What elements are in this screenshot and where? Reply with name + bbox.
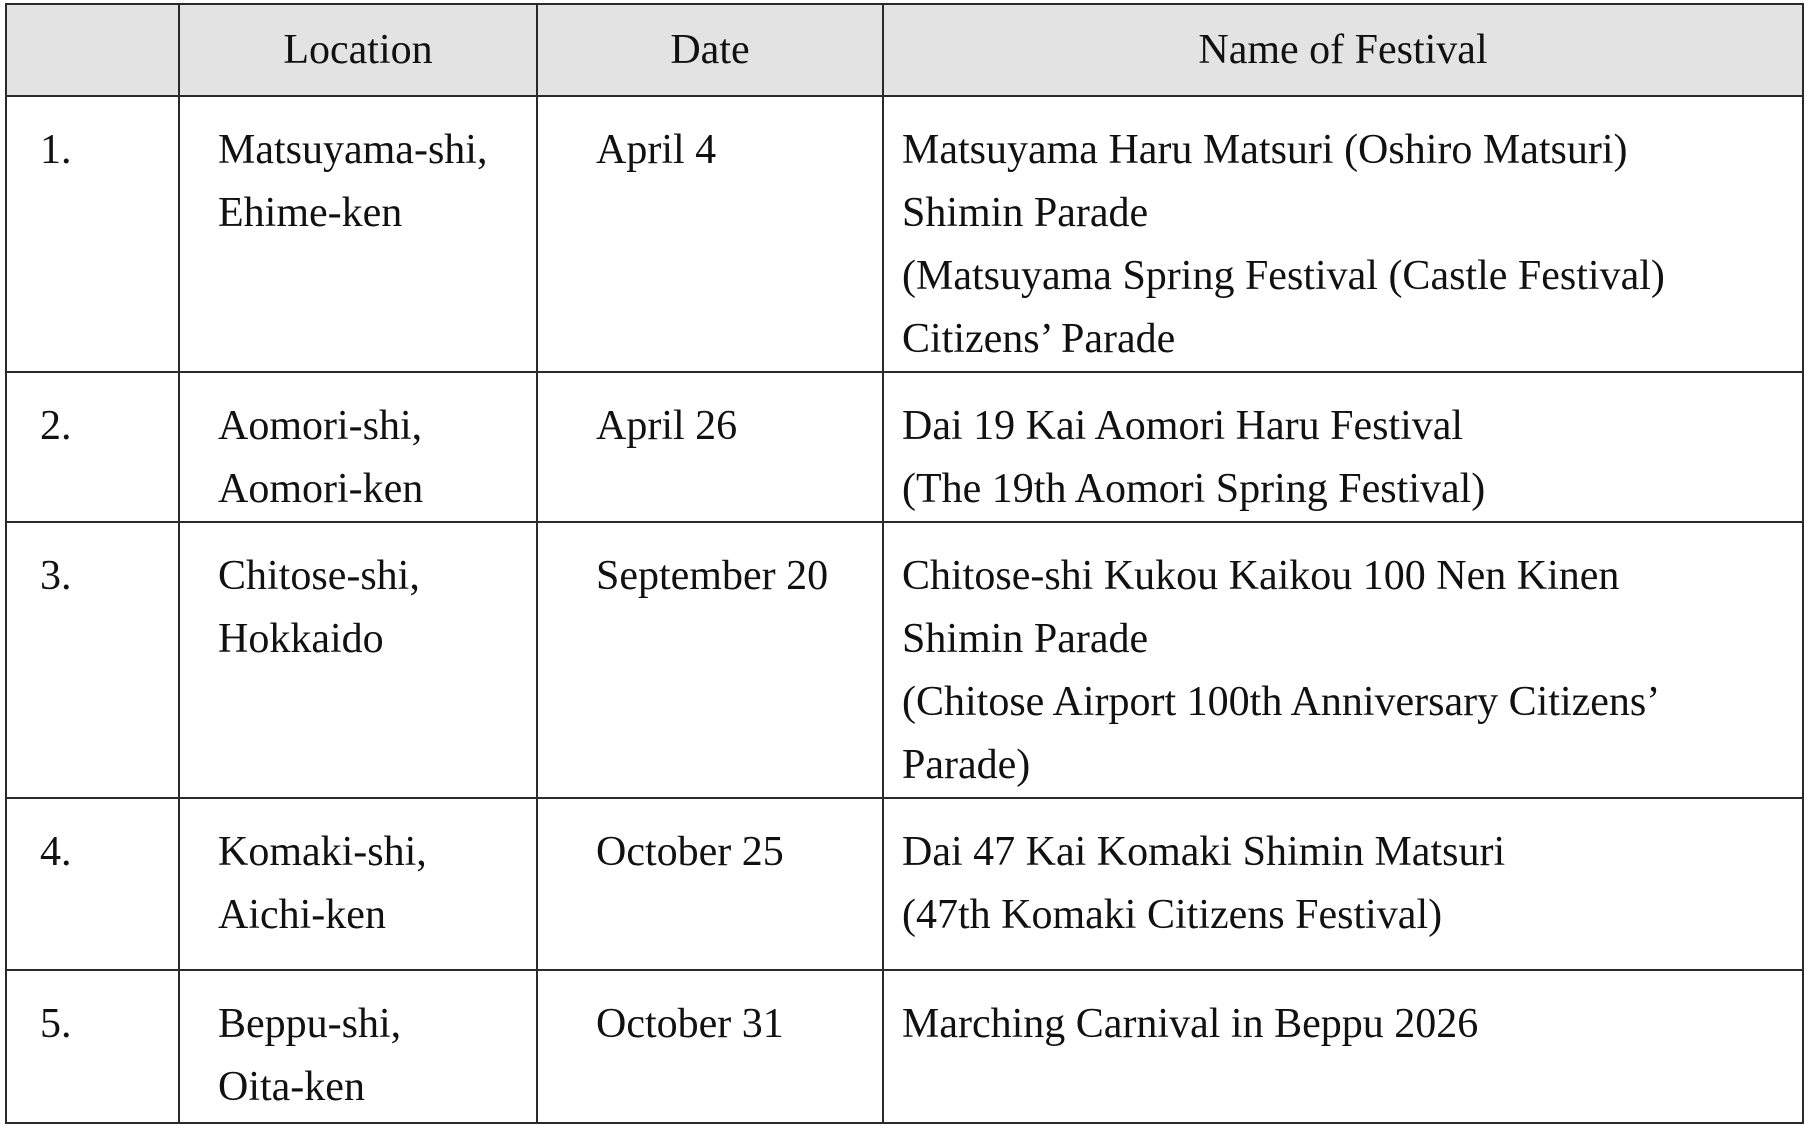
festival-name-text: Marching Carnival in Beppu 2026 (902, 1001, 1479, 1047)
location-text: Chitose-shi, Hokkaido (218, 553, 420, 662)
row-number-cell (6, 372, 179, 522)
festival-name-text: Chitose-shi Kukou Kaikou 100 Nen Kinen Shimin Parade (Chitose Airport 100th Anniversary Citizens’ Parade) (902, 553, 1661, 788)
date-text: October 31 (596, 1001, 784, 1047)
table-row (6, 798, 1803, 970)
row-number-cell (6, 96, 179, 372)
row-number-cell (6, 798, 179, 970)
date-text: April 26 (596, 403, 738, 449)
header-date: Date (537, 4, 883, 96)
location-text: Komaki-shi, Aichi-ken (218, 829, 427, 938)
date-text: September 20 (596, 553, 829, 599)
row-number: 1. (40, 127, 72, 173)
row-number-cell (6, 970, 179, 1123)
date-cell (537, 522, 883, 798)
festival-name-text: Matsuyama Haru Matsuri (Oshiro Matsuri) Shimin Parade (Matsuyama Spring Festival (Castle Festival) Citizens’ Parade (902, 127, 1665, 362)
row-number: 4. (40, 829, 72, 875)
festival-name-text: Dai 47 Kai Komaki Shimin Matsuri (47th Komaki Citizens Festival) (902, 829, 1506, 938)
row-number: 2. (40, 403, 72, 449)
date-cell (537, 970, 883, 1123)
festival-name-cell (883, 372, 1803, 522)
location-text: Aomori-shi, Aomori-ken (218, 403, 424, 512)
location-cell (179, 522, 537, 798)
table-header-row (6, 4, 1803, 96)
festival-name-cell (883, 96, 1803, 372)
table-row (6, 970, 1803, 1123)
table-row (6, 96, 1803, 372)
table-row (6, 522, 1803, 798)
date-text: October 25 (596, 829, 784, 875)
date-cell (537, 798, 883, 970)
festival-name-text: Dai 19 Kai Aomori Haru Festival (The 19th Aomori Spring Festival) (902, 403, 1486, 512)
table-row (6, 372, 1803, 522)
location-cell (179, 970, 537, 1123)
festival-name-cell (883, 798, 1803, 970)
location-cell (179, 96, 537, 372)
festival-schedule-table (5, 3, 1804, 1124)
location-cell (179, 372, 537, 522)
date-cell (537, 372, 883, 522)
date-text: April 4 (596, 127, 717, 173)
header-number (6, 4, 179, 96)
row-number: 5. (40, 1001, 72, 1047)
festival-name-cell (883, 522, 1803, 798)
location-text: Beppu-shi, Oita-ken (218, 1001, 402, 1110)
location-cell (179, 798, 537, 970)
festival-name-cell (883, 970, 1803, 1123)
header-location: Location (179, 4, 537, 96)
location-text: Matsuyama-shi, Ehime-ken (218, 127, 488, 236)
row-number: 3. (40, 553, 72, 599)
date-cell (537, 96, 883, 372)
row-number-cell (6, 522, 179, 798)
header-festival-name: Name of Festival (883, 4, 1803, 96)
